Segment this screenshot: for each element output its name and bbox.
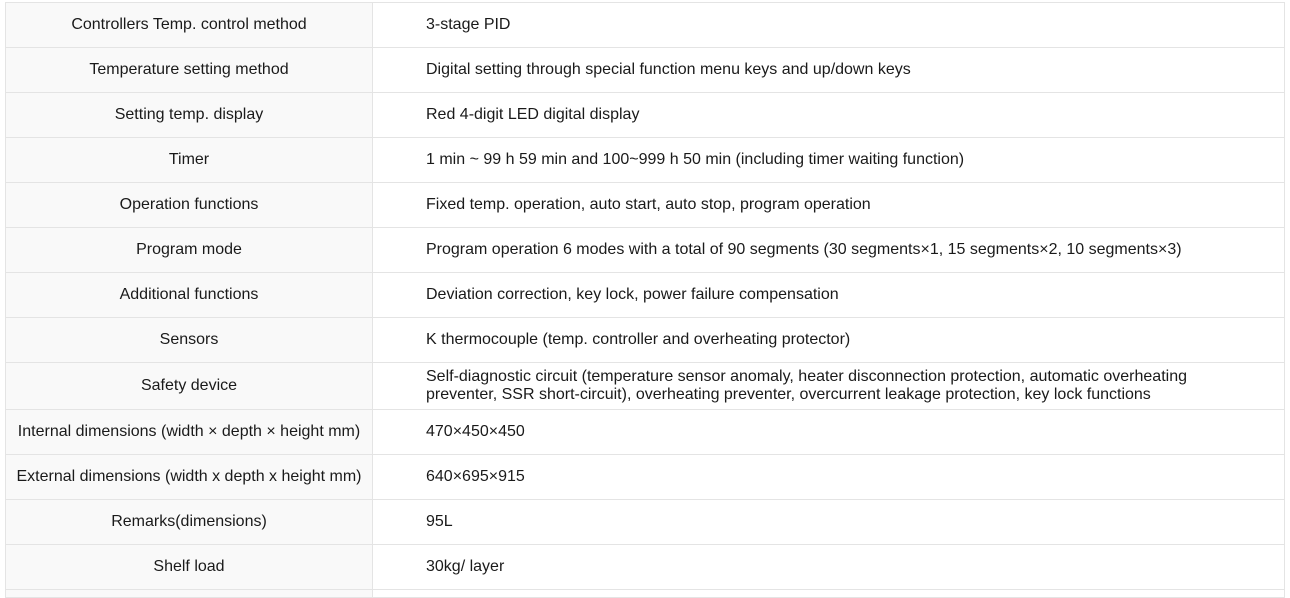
- table-row: [6, 3, 1285, 48]
- table-row: [6, 48, 1285, 93]
- row-label: Temperature setting method: [6, 48, 373, 93]
- table-row: [6, 410, 1285, 455]
- row-label: Shelf load: [6, 545, 373, 590]
- row-value: 30kg/ layer: [373, 545, 1285, 590]
- row-value: Program operation 6 modes with a total of 90 segments (30 segments×1, 15 segments×2, 10 segments×3): [373, 228, 1285, 273]
- row-label: Remarks(dimensions): [6, 500, 373, 545]
- row-value: 95L: [373, 500, 1285, 545]
- row-value: Red 4-digit LED digital display: [373, 93, 1285, 138]
- table-row: [6, 455, 1285, 500]
- table-row: [6, 318, 1285, 363]
- row-value: K thermocouple (temp. controller and overheating protector): [373, 318, 1285, 363]
- row-label: Sensors: [6, 318, 373, 363]
- row-value: 1 min ~ 99 h 59 min and 100~999 h 50 min (including timer waiting function): [373, 138, 1285, 183]
- row-value: Deviation correction, key lock, power failure compensation: [373, 273, 1285, 318]
- row-label: Operation functions: [6, 183, 373, 228]
- row-label: Setting temp. display: [6, 93, 373, 138]
- row-label: Controllers Temp. control method: [6, 3, 373, 48]
- table-row: [6, 228, 1285, 273]
- table-row: [6, 545, 1285, 590]
- table-row: [6, 183, 1285, 228]
- table-row: [6, 273, 1285, 318]
- table-row: [6, 93, 1285, 138]
- row-label: Internal dimensions (width × depth × height mm): [6, 410, 373, 455]
- row-label: Timer: [6, 138, 373, 183]
- table-row: [6, 363, 1285, 410]
- table-row: [6, 500, 1285, 545]
- row-value: Fixed temp. operation, auto start, auto stop, program operation: [373, 183, 1285, 228]
- row-value: Digital setting through special function menu keys and up/down keys: [373, 48, 1285, 93]
- row-label: External dimensions (width x depth x height mm): [6, 455, 373, 500]
- row-value: 3-stage PID: [373, 3, 1285, 48]
- row-label: Additional functions: [6, 273, 373, 318]
- row-label: Program mode: [6, 228, 373, 273]
- row-value: 640×695×915: [373, 455, 1285, 500]
- row-value: Self-diagnostic circuit (temperature sensor anomaly, heater disconnection protection, automatic overheating preventer, SSR short-circuit), overheating preventer, overcurrent leakage protection, key lock functions: [373, 363, 1285, 410]
- row-label: Safety device: [6, 363, 373, 410]
- table-row: [6, 138, 1285, 183]
- spec-table: [5, 2, 1285, 598]
- row-value: 470×450×450: [373, 410, 1285, 455]
